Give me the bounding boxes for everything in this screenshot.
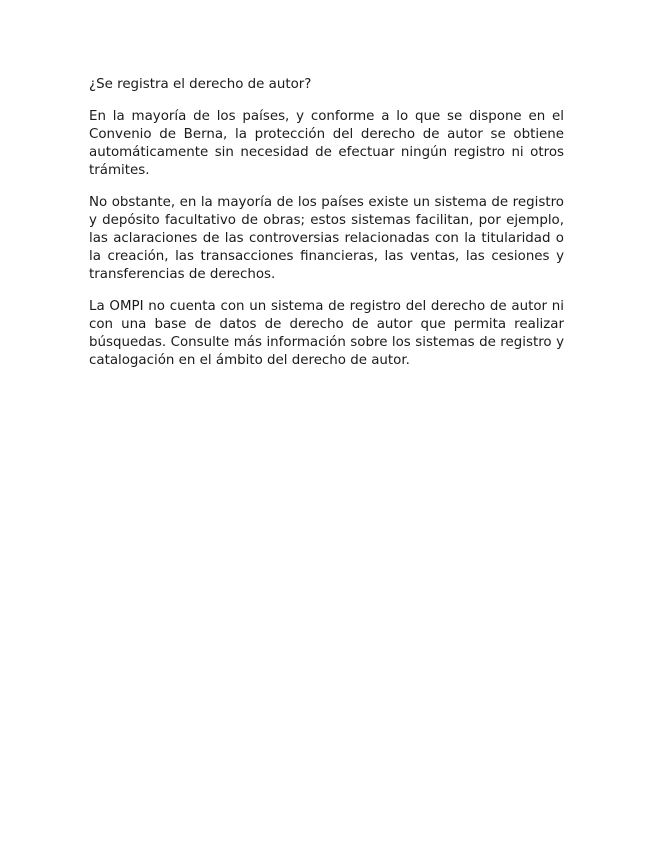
paragraph-wipo-database: La OMPI no cuenta con un sistema de registro del derecho de autor ni con una base de datos de derecho de autor que permita realizar búsquedas. Consulte más información sobre los sistemas de registro y catalogación en el ámbito del derecho de autor. xyxy=(89,299,564,368)
document-body xyxy=(89,76,564,384)
paragraph-voluntary-registration: No obstante, en la mayoría de los países existe un sistema de registro y depósito facultativo de obras; estos sistemas facilitan, por ejemplo, las aclaraciones de las controversias relacionadas con la titularidad o la creación, las transacciones financieras, las ventas, las cesiones y transferencias de derechos. xyxy=(89,195,564,282)
page-title: ¿Se registra el derecho de autor? xyxy=(89,77,312,92)
paragraph-berne-convention: En la mayoría de los países, y conforme a lo que se dispone en el Convenio de Berna, la protección del derecho de autor se obtiene automáticamente sin necesidad de efectuar ningún registro ni otros trámites. xyxy=(89,109,564,178)
